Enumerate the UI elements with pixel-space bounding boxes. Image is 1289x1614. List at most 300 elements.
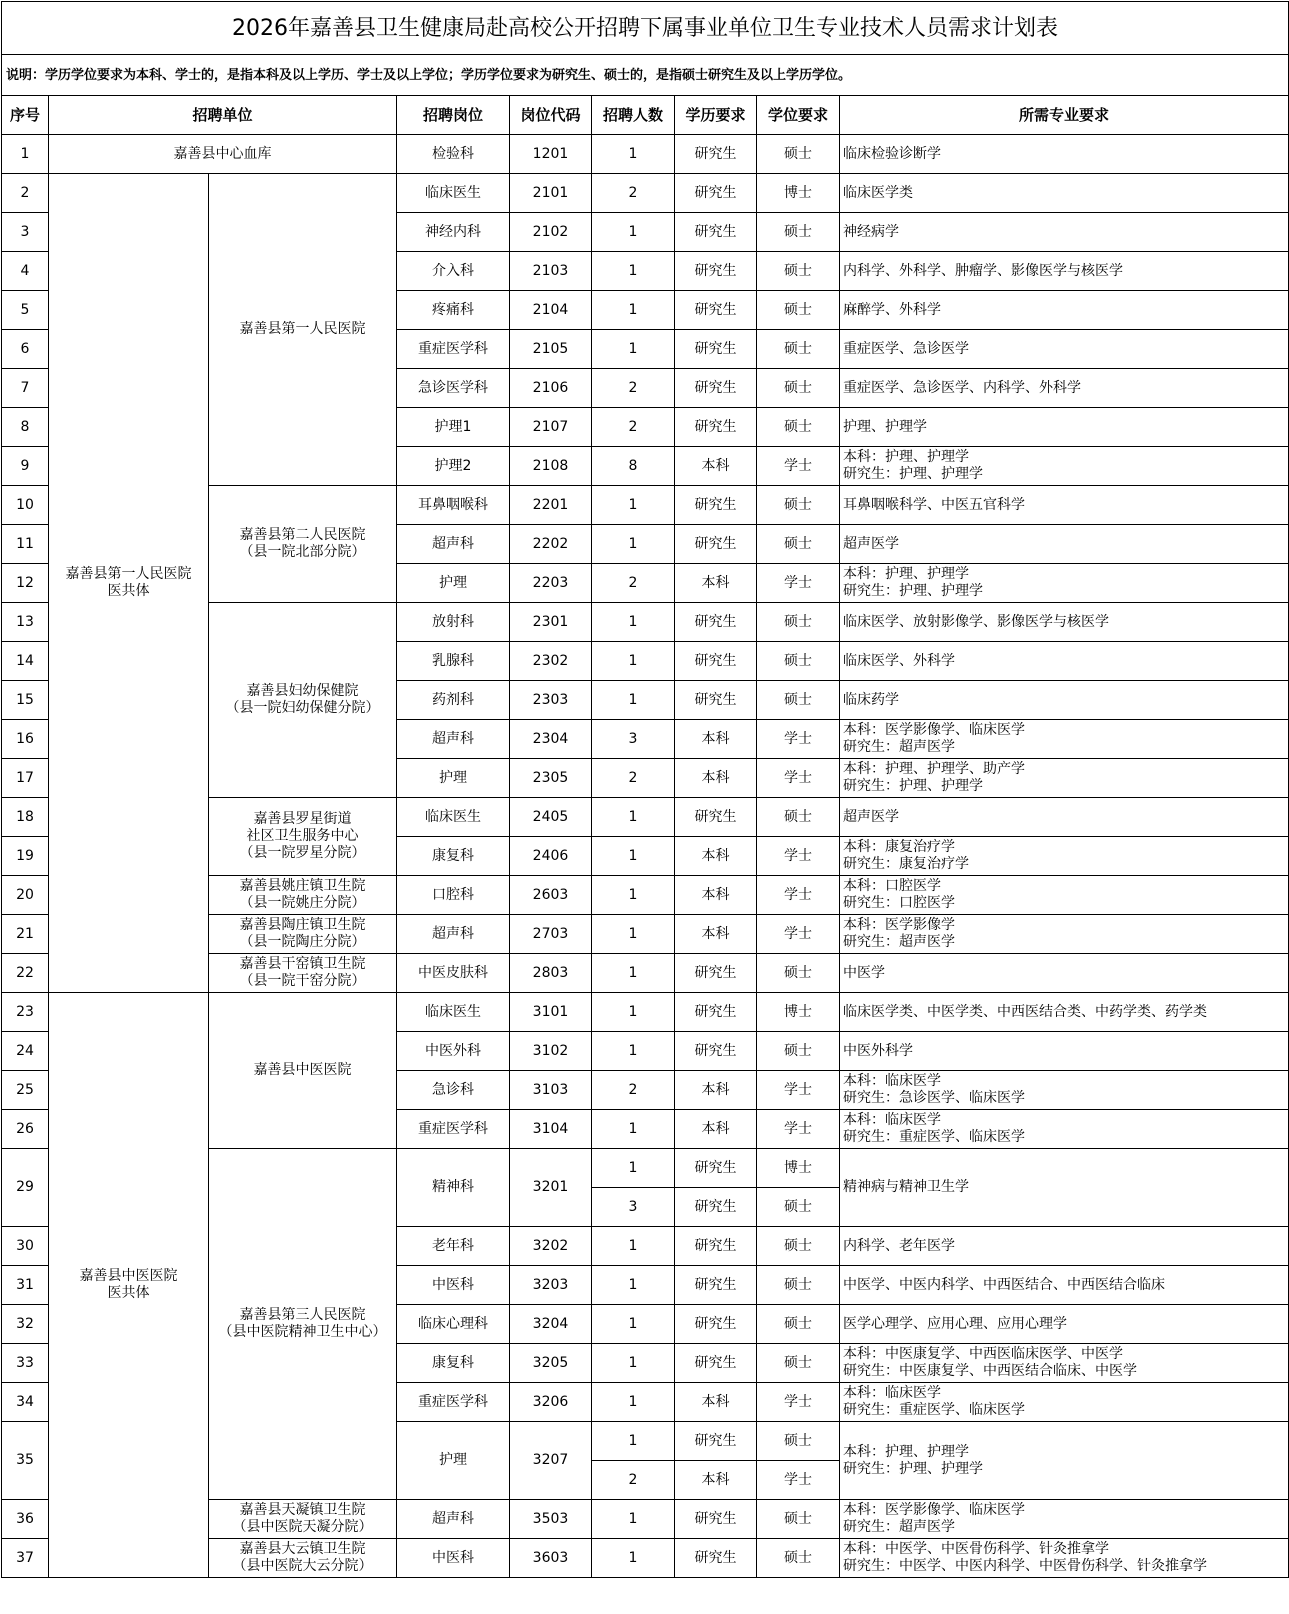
degree-cell: 博士 — [757, 1149, 840, 1188]
major-cell — [840, 252, 1289, 291]
count-cell: 2 — [592, 1461, 675, 1500]
row-no: 10 — [2, 486, 49, 525]
major-cell-line: 本科：中医学、中医骨伤科学、针灸推拿学 — [843, 1541, 1109, 1557]
row-no: 6 — [2, 330, 49, 369]
degree-cell: 硕士 — [757, 642, 840, 681]
unit-cell-line: 嘉善县第二人民医院 — [239, 527, 366, 543]
row-no: 16 — [2, 720, 49, 759]
unit-cell-line: 嘉善县陶庄镇卫生院 — [239, 917, 366, 933]
major-cell-line: 本科：医学影像学、临床医学 — [843, 722, 1025, 738]
unit-cell — [209, 1149, 397, 1500]
major-cell — [840, 642, 1289, 681]
edu-cell: 本科 — [675, 1110, 757, 1149]
code-cell: 3207 — [510, 1422, 592, 1500]
degree-cell: 学士 — [757, 837, 840, 876]
major-cell-line: 研究生：中医学、中医内科学、中医骨伤科学、针灸推拿学 — [843, 1558, 1207, 1574]
code-cell: 2107 — [510, 408, 592, 447]
degree-cell: 学士 — [757, 720, 840, 759]
post-cell: 急诊医学科 — [397, 369, 510, 408]
row-no: 2 — [2, 174, 49, 213]
post-cell: 药剂科 — [397, 681, 510, 720]
degree-cell: 硕士 — [757, 252, 840, 291]
row-no: 21 — [2, 915, 49, 954]
unit-cell-line: 嘉善县天凝镇卫生院 — [239, 1502, 366, 1518]
edu-cell: 研究生 — [675, 1344, 757, 1383]
post-cell: 耳鼻咽喉科 — [397, 486, 510, 525]
major-cell-line: 本科：医学影像学 — [843, 917, 955, 933]
major-cell-line: 内科学、外科学、肿瘤学、影像医学与核医学 — [843, 262, 1123, 279]
unit-cell-line: （县中医院大云分院） — [232, 1558, 373, 1574]
major-cell — [840, 1110, 1289, 1149]
edu-cell: 本科 — [675, 447, 757, 486]
major-cell-line: 研究生：护理、护理学 — [843, 1460, 983, 1477]
post-cell: 神经内科 — [397, 213, 510, 252]
degree-cell: 学士 — [757, 447, 840, 486]
count-cell: 1 — [592, 1383, 675, 1422]
header-degree: 学位要求 — [757, 96, 840, 135]
row-no: 11 — [2, 525, 49, 564]
count-cell: 1 — [592, 291, 675, 330]
major-cell — [840, 330, 1289, 369]
edu-cell: 本科 — [675, 876, 757, 915]
group-cell-tcm-hospital — [49, 993, 209, 1578]
major-cell — [840, 1305, 1289, 1344]
unit-cell-line: 社区卫生服务中心 — [246, 828, 359, 844]
code-cell: 2603 — [510, 876, 592, 915]
degree-cell: 硕士 — [757, 1188, 840, 1227]
degree-cell: 博士 — [757, 993, 840, 1032]
code-cell: 2703 — [510, 915, 592, 954]
edu-cell: 本科 — [675, 720, 757, 759]
major-cell-line: 神经病学 — [843, 223, 899, 240]
code-cell: 3103 — [510, 1071, 592, 1110]
edu-cell: 研究生 — [675, 486, 757, 525]
major-cell-line: 本科：医学影像学、临床医学 — [843, 1502, 1025, 1518]
major-cell-line: 本科：护理、护理学 — [843, 449, 969, 465]
post-cell: 疼痛科 — [397, 291, 510, 330]
major-cell-line: 研究生：重症医学、临床医学 — [843, 1402, 1025, 1418]
row-no: 25 — [2, 1071, 49, 1110]
code-cell: 3204 — [510, 1305, 592, 1344]
major-cell — [840, 954, 1289, 993]
unit-cell — [209, 876, 397, 915]
major-cell — [840, 369, 1289, 408]
count-cell: 1 — [592, 1110, 675, 1149]
edu-cell: 本科 — [675, 837, 757, 876]
degree-cell: 硕士 — [757, 798, 840, 837]
post-cell: 康复科 — [397, 1344, 510, 1383]
major-cell — [840, 993, 1289, 1032]
edu-cell: 研究生 — [675, 1227, 757, 1266]
edu-cell: 研究生 — [675, 603, 757, 642]
count-cell: 3 — [592, 1188, 675, 1227]
post-cell: 急诊科 — [397, 1071, 510, 1110]
unit-cell — [209, 1500, 397, 1539]
code-cell: 2104 — [510, 291, 592, 330]
unit-cell-line: （县一院北部分院） — [239, 544, 366, 560]
post-cell: 护理2 — [397, 447, 510, 486]
code-cell: 2101 — [510, 174, 592, 213]
major-cell-line: 本科：临床医学 — [843, 1073, 941, 1089]
post-cell: 重症医学科 — [397, 1383, 510, 1422]
row-no: 29 — [2, 1149, 49, 1227]
row-no: 18 — [2, 798, 49, 837]
header-code: 岗位代码 — [510, 96, 592, 135]
row-no: 7 — [2, 369, 49, 408]
major-cell-line: 重症医学、急诊医学、内科学、外科学 — [843, 379, 1081, 396]
degree-cell: 硕士 — [757, 1539, 840, 1578]
major-cell — [840, 1071, 1289, 1110]
major-cell-line: 麻醉学、外科学 — [843, 301, 941, 318]
major-cell-line: 临床检验诊断学 — [843, 145, 941, 162]
major-cell-line: 本科：中医康复学、中西医临床医学、中医学 — [843, 1346, 1123, 1362]
unit-cell-line: 嘉善县大云镇卫生院 — [239, 1541, 366, 1557]
major-cell-line: 临床医学类、中医学类、中西医结合类、中药学类、药学类 — [843, 1003, 1207, 1020]
degree-cell: 硕士 — [757, 1344, 840, 1383]
row-no: 24 — [2, 1032, 49, 1071]
code-cell: 2106 — [510, 369, 592, 408]
unit-cell — [209, 798, 397, 876]
row-no: 33 — [2, 1344, 49, 1383]
code-cell: 2203 — [510, 564, 592, 603]
degree-cell: 学士 — [757, 759, 840, 798]
group-cell-tcm-hospital-line: 医共体 — [107, 1285, 150, 1301]
header-no: 序号 — [2, 96, 49, 135]
code-cell: 3201 — [510, 1149, 592, 1227]
major-cell — [840, 1227, 1289, 1266]
major-cell-line: 研究生：康复治疗学 — [843, 856, 969, 872]
unit-cell-line: （县一院妇幼保健分院） — [225, 700, 380, 716]
degree-cell: 学士 — [757, 564, 840, 603]
major-cell — [840, 1500, 1289, 1539]
major-cell — [840, 759, 1289, 798]
count-cell: 1 — [592, 1422, 675, 1461]
code-cell: 2202 — [510, 525, 592, 564]
code-cell: 3203 — [510, 1266, 592, 1305]
unit-cell-line: （县中医院精神卫生中心） — [218, 1324, 387, 1340]
count-cell: 3 — [592, 720, 675, 759]
edu-cell: 研究生 — [675, 291, 757, 330]
count-cell: 1 — [592, 1344, 675, 1383]
major-cell — [840, 720, 1289, 759]
code-cell: 2103 — [510, 252, 592, 291]
major-cell-line: 护理、护理学 — [843, 418, 927, 435]
code-cell: 2108 — [510, 447, 592, 486]
count-cell: 2 — [592, 564, 675, 603]
count-cell: 1 — [592, 993, 675, 1032]
edu-cell: 研究生 — [675, 1539, 757, 1578]
major-cell — [840, 1149, 1289, 1227]
row-no: 1 — [2, 135, 49, 174]
unit-cell — [209, 174, 397, 486]
count-cell: 1 — [592, 1149, 675, 1188]
count-cell: 1 — [592, 642, 675, 681]
degree-cell: 硕士 — [757, 681, 840, 720]
row-no: 17 — [2, 759, 49, 798]
count-cell: 1 — [592, 1305, 675, 1344]
table-row — [2, 993, 1289, 1032]
post-cell: 口腔科 — [397, 876, 510, 915]
row-no: 23 — [2, 993, 49, 1032]
code-cell: 3503 — [510, 1500, 592, 1539]
major-cell-line: 临床药学 — [843, 691, 899, 708]
major-cell-line: 研究生：护理、护理学 — [843, 778, 983, 794]
major-cell-line: 本科：康复治疗学 — [843, 839, 955, 855]
group-cell-tcm-hospital-line: 嘉善县中医医院 — [79, 1268, 178, 1284]
unit-cell-line: （县一院陶庄分院） — [239, 934, 366, 950]
table-row — [2, 135, 1289, 174]
post-cell: 临床医生 — [397, 174, 510, 213]
edu-cell: 研究生 — [675, 213, 757, 252]
code-cell: 3603 — [510, 1539, 592, 1578]
row-no: 30 — [2, 1227, 49, 1266]
unit-cell-line: 嘉善县罗星街道 — [253, 811, 352, 827]
row-no: 13 — [2, 603, 49, 642]
unit-cell-line: 嘉善县第三人民医院 — [239, 1307, 366, 1323]
degree-cell: 学士 — [757, 915, 840, 954]
unit-cell-line: （县一院罗星分院） — [239, 845, 366, 861]
note: 说明：学历学位要求为本科、学士的，是指本科及以上学历、学士及以上学位；学历学位要求为研究生、硕士的，是指硕士研究生及以上学历学位。 — [2, 55, 1289, 96]
edu-cell: 研究生 — [675, 408, 757, 447]
unit-cell-line: 嘉善县中医医院 — [253, 1062, 352, 1078]
degree-cell: 硕士 — [757, 1227, 840, 1266]
degree-cell: 学士 — [757, 1110, 840, 1149]
major-cell-line: 本科：口腔医学 — [843, 878, 941, 894]
count-cell: 1 — [592, 798, 675, 837]
unit-cell-line: （县一院姚庄分院） — [239, 895, 366, 911]
post-cell: 临床医生 — [397, 993, 510, 1032]
code-cell: 2304 — [510, 720, 592, 759]
major-cell-line: 临床医学、放射影像学、影像医学与核医学 — [843, 613, 1109, 630]
edu-cell: 研究生 — [675, 369, 757, 408]
major-cell — [840, 798, 1289, 837]
post-cell: 介入科 — [397, 252, 510, 291]
post-cell: 中医科 — [397, 1539, 510, 1578]
post-cell: 精神科 — [397, 1149, 510, 1227]
major-cell-line: 精神病与精神卫生学 — [843, 1179, 969, 1195]
major-cell-line: 本科：护理、护理学、助产学 — [843, 761, 1025, 777]
post-cell: 老年科 — [397, 1227, 510, 1266]
count-cell: 2 — [592, 408, 675, 447]
code-cell: 2803 — [510, 954, 592, 993]
row-no: 37 — [2, 1539, 49, 1578]
major-cell-line: 本科：临床医学 — [843, 1385, 941, 1401]
code-cell: 2102 — [510, 213, 592, 252]
unit-cell-line: 嘉善县干窑镇卫生院 — [239, 956, 366, 972]
major-cell-line: 中医学、中医内科学、中西医结合、中西医结合临床 — [843, 1276, 1165, 1293]
edu-cell: 研究生 — [675, 642, 757, 681]
degree-cell: 硕士 — [757, 1032, 840, 1071]
post-cell: 护理 — [397, 759, 510, 798]
code-cell: 3104 — [510, 1110, 592, 1149]
code-cell: 2405 — [510, 798, 592, 837]
degree-cell: 硕士 — [757, 1266, 840, 1305]
major-cell — [840, 1266, 1289, 1305]
post-cell: 放射科 — [397, 603, 510, 642]
major-cell — [840, 603, 1289, 642]
major-cell — [840, 1344, 1289, 1383]
row-no: 22 — [2, 954, 49, 993]
degree-cell: 硕士 — [757, 1305, 840, 1344]
count-cell: 1 — [592, 1266, 675, 1305]
edu-cell: 研究生 — [675, 174, 757, 213]
edu-cell: 研究生 — [675, 1188, 757, 1227]
major-cell-line: 中医学 — [843, 964, 885, 981]
edu-cell: 研究生 — [675, 525, 757, 564]
major-cell-line: 本科：临床医学 — [843, 1112, 941, 1128]
code-cell: 3102 — [510, 1032, 592, 1071]
row-no: 31 — [2, 1266, 49, 1305]
post-cell: 超声科 — [397, 720, 510, 759]
count-cell: 1 — [592, 486, 675, 525]
row-no: 35 — [2, 1422, 49, 1500]
unit-cell-line: 嘉善县妇幼保健院 — [246, 683, 359, 699]
unit-cell — [209, 954, 397, 993]
edu-cell: 研究生 — [675, 993, 757, 1032]
unit-cell — [209, 993, 397, 1149]
major-cell-line: 耳鼻咽喉科学、中医五官科学 — [843, 496, 1025, 513]
post-cell: 护理 — [397, 564, 510, 603]
count-cell: 8 — [592, 447, 675, 486]
code-cell: 2406 — [510, 837, 592, 876]
count-cell: 1 — [592, 1539, 675, 1578]
degree-cell: 硕士 — [757, 1500, 840, 1539]
degree-cell: 硕士 — [757, 1422, 840, 1461]
major-cell-line: 研究生：超声医学 — [843, 1519, 955, 1535]
row-no: 8 — [2, 408, 49, 447]
count-cell: 2 — [592, 369, 675, 408]
row-no: 14 — [2, 642, 49, 681]
degree-cell: 硕士 — [757, 330, 840, 369]
edu-cell: 研究生 — [675, 135, 757, 174]
degree-cell: 硕士 — [757, 135, 840, 174]
major-cell-line: 研究生：重症医学、临床医学 — [843, 1129, 1025, 1145]
code-cell: 3202 — [510, 1227, 592, 1266]
post-cell: 中医皮肤科 — [397, 954, 510, 993]
row-no: 36 — [2, 1500, 49, 1539]
degree-cell: 学士 — [757, 1071, 840, 1110]
major-cell — [840, 213, 1289, 252]
edu-cell: 本科 — [675, 1071, 757, 1110]
unit-cell — [209, 486, 397, 603]
code-cell: 2302 — [510, 642, 592, 681]
unit-cell-line: 嘉善县第一人民医院 — [239, 321, 366, 337]
post-cell: 临床医生 — [397, 798, 510, 837]
edu-cell: 研究生 — [675, 954, 757, 993]
edu-cell: 本科 — [675, 759, 757, 798]
header-count: 招聘人数 — [592, 96, 675, 135]
row-no: 15 — [2, 681, 49, 720]
code-cell: 2305 — [510, 759, 592, 798]
edu-cell: 研究生 — [675, 252, 757, 291]
unit-cell-line: （县中医院天凝分院） — [232, 1519, 373, 1535]
row-no: 5 — [2, 291, 49, 330]
major-cell — [840, 564, 1289, 603]
post-cell: 中医科 — [397, 1266, 510, 1305]
major-cell — [840, 1422, 1289, 1500]
code-cell: 2105 — [510, 330, 592, 369]
degree-cell: 博士 — [757, 174, 840, 213]
edu-cell: 本科 — [675, 1383, 757, 1422]
row-no: 3 — [2, 213, 49, 252]
major-cell-line: 研究生：超声医学 — [843, 934, 955, 950]
table-row — [2, 174, 1289, 213]
edu-cell: 研究生 — [675, 1422, 757, 1461]
row-no: 32 — [2, 1305, 49, 1344]
group-cell-first-hospital-line: 嘉善县第一人民医院 — [65, 566, 192, 582]
degree-cell: 学士 — [757, 1461, 840, 1500]
count-cell: 1 — [592, 837, 675, 876]
major-cell-line: 研究生：口腔医学 — [843, 895, 955, 911]
count-cell: 1 — [592, 1500, 675, 1539]
degree-cell: 硕士 — [757, 408, 840, 447]
major-cell — [840, 837, 1289, 876]
edu-cell: 研究生 — [675, 681, 757, 720]
count-cell: 2 — [592, 174, 675, 213]
row-no: 26 — [2, 1110, 49, 1149]
row-no: 4 — [2, 252, 49, 291]
count-cell: 1 — [592, 213, 675, 252]
code-cell: 3205 — [510, 1344, 592, 1383]
post-cell: 康复科 — [397, 837, 510, 876]
degree-cell: 硕士 — [757, 525, 840, 564]
recruitment-table — [1, 1, 1289, 1578]
count-cell: 1 — [592, 1227, 675, 1266]
major-cell — [840, 174, 1289, 213]
count-cell: 2 — [592, 1071, 675, 1110]
row-no: 12 — [2, 564, 49, 603]
edu-cell: 研究生 — [675, 798, 757, 837]
post-cell: 超声科 — [397, 915, 510, 954]
count-cell: 1 — [592, 876, 675, 915]
edu-cell: 研究生 — [675, 1305, 757, 1344]
degree-cell: 硕士 — [757, 603, 840, 642]
major-cell-line: 研究生：中医康复学、中西医结合临床、中医学 — [843, 1363, 1137, 1379]
code-cell: 2303 — [510, 681, 592, 720]
major-cell — [840, 1539, 1289, 1578]
post-cell: 护理1 — [397, 408, 510, 447]
code-cell: 1201 — [510, 135, 592, 174]
count-cell: 1 — [592, 1032, 675, 1071]
major-cell — [840, 525, 1289, 564]
degree-cell: 硕士 — [757, 369, 840, 408]
count-cell: 1 — [592, 252, 675, 291]
page-title: 2026年嘉善县卫生健康局赴高校公开招聘下属事业单位卫生专业技术人员需求计划表 — [2, 2, 1289, 55]
group-cell-first-hospital — [49, 174, 209, 993]
major-cell — [840, 876, 1289, 915]
unit-cell-blood-bank: 嘉善县中心血库 — [49, 135, 397, 174]
unit-cell-line: 嘉善县姚庄镇卫生院 — [239, 878, 366, 894]
major-cell-line: 本科：护理、护理学 — [843, 1443, 969, 1460]
major-cell-line: 内科学、老年医学 — [843, 1237, 955, 1254]
edu-cell: 研究生 — [675, 1149, 757, 1188]
major-cell-line: 研究生：急诊医学、临床医学 — [843, 1090, 1025, 1106]
header-post: 招聘岗位 — [397, 96, 510, 135]
edu-cell: 研究生 — [675, 1032, 757, 1071]
count-cell: 1 — [592, 135, 675, 174]
major-cell-line: 临床医学、外科学 — [843, 652, 955, 669]
group-cell-first-hospital-line: 医共体 — [107, 583, 150, 599]
edu-cell: 本科 — [675, 915, 757, 954]
major-cell-line: 研究生：护理、护理学 — [843, 583, 983, 599]
major-cell-line: 中医外科学 — [843, 1042, 913, 1059]
major-cell — [840, 915, 1289, 954]
major-cell-line: 超声医学 — [843, 535, 899, 552]
edu-cell: 本科 — [675, 1461, 757, 1500]
degree-cell: 学士 — [757, 876, 840, 915]
edu-cell: 研究生 — [675, 1500, 757, 1539]
count-cell: 1 — [592, 915, 675, 954]
